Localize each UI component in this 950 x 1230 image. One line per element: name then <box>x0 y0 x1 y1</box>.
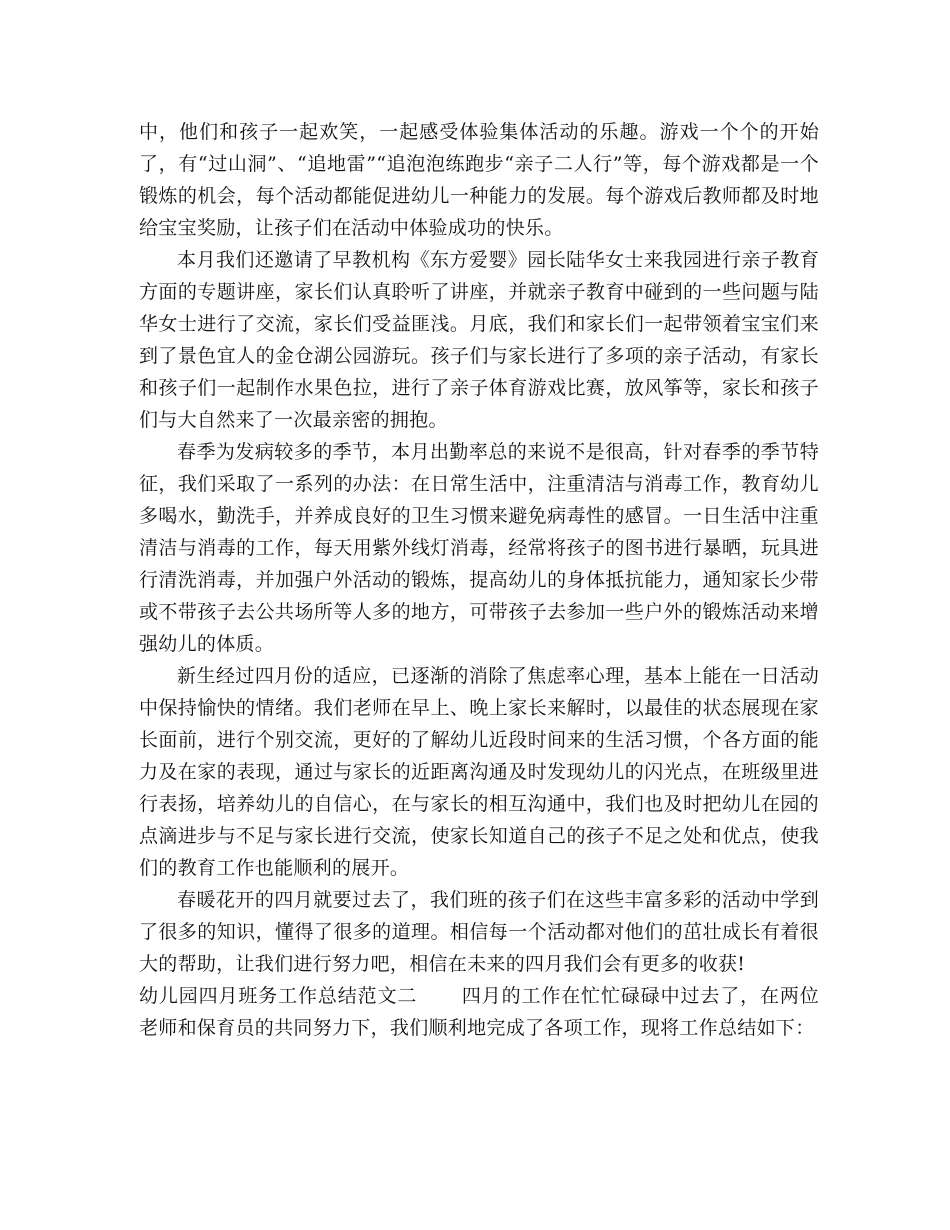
paragraph-1: 中，他们和孩子一起欢笑，一起感受体验集体活动的乐趣。游戏一个个的开始了，有“过山洞”、“追地雷”“追泡泡练跑步“亲子二人行”等，每个游戏都是一个锻炼的机会，每个活动都能促进幼儿一种能力的发展。每个游戏后教师都及时地给宝宝奖励，让孩子们在活动中体验成功的快乐。 <box>139 121 819 239</box>
paragraph-4: 新生经过四月份的适应，已逐渐的消除了焦虑率心理，基本上能在一日活动中保持愉快的情绪。我们老师在早上、晚上家长来解时，以最佳的状态展现在家长面前，进行个别交流，更好的了解幼儿近段时间来的生活习惯，个各方面的能力及在家的表现，通过与家长的近距离沟通及时发现幼儿的闪光点，在班级里进行表扬，培养幼儿的自信心，在与家长的相互沟通中，我们也及时把幼儿在园的点滴进步与不足与家长进行交流，使家长知道自己的孩子不足之处和优点，使我们的教育工作也能顺利的展开。 <box>139 665 819 879</box>
document-body <box>139 116 819 1044</box>
section-heading-paragraph <box>139 980 819 1044</box>
paragraph-5: 春暖花开的四月就要过去了，我们班的孩子们在这些丰富多彩的活动中学到了很多的知识，懂得了很多的道理。相信每一个活动都对他们的茁壮成长有着很大的帮助，让我们进行努力吧，相信在未来的四月我们会有更多的收获! <box>139 889 819 975</box>
section-intro: 四月的工作在忙忙碌碌中过去了，在两位老师和保育员的共同努力下，我们顺利地完成了各项工作，现将工作总结如下： <box>139 985 819 1039</box>
paragraph-2: 本月我们还邀请了早教机构《东方爱婴》园长陆华女士来我园进行亲子教育方面的专题讲座，家长们认真聆听了讲座，并就亲子教育中碰到的一些问题与陆华女士进行了交流，家长们受益匪浅。月底，我们和家长们一起带领着宝宝们来到了景色宜人的金仓湖公园游玩。孩子们与家长进行了多项的亲子活动，有家长和孩子们一起制作水果色拉，进行了亲子体育游戏比赛，放风筝等，家长和孩子们与大自然来了一次最亲密的拥抱。 <box>139 249 819 431</box>
section-heading: 幼儿园四月班务工作总结范文二 <box>139 985 418 1007</box>
paragraph-3: 春季为发病较多的季节，本月出勤率总的来说不是很高，针对春季的季节特征，我们采取了一系列的办法：在日常生活中，注重清洁与消毒工作，教育幼儿多喝水，勤洗手，并养成良好的卫生习惯来避免病毒性的感冒。一日生活中注重清洁与消毒的工作，每天用紫外线灯消毒，经常将孩子的图书进行暴晒，玩具进行清洗消毒，并加强户外活动的锻炼，提高幼儿的身体抵抗能力，通知家长少带或不带孩子去公共场所等人多的地方，可带孩子去参加一些户外的锻炼活动来增强幼儿的体质。 <box>139 441 819 655</box>
